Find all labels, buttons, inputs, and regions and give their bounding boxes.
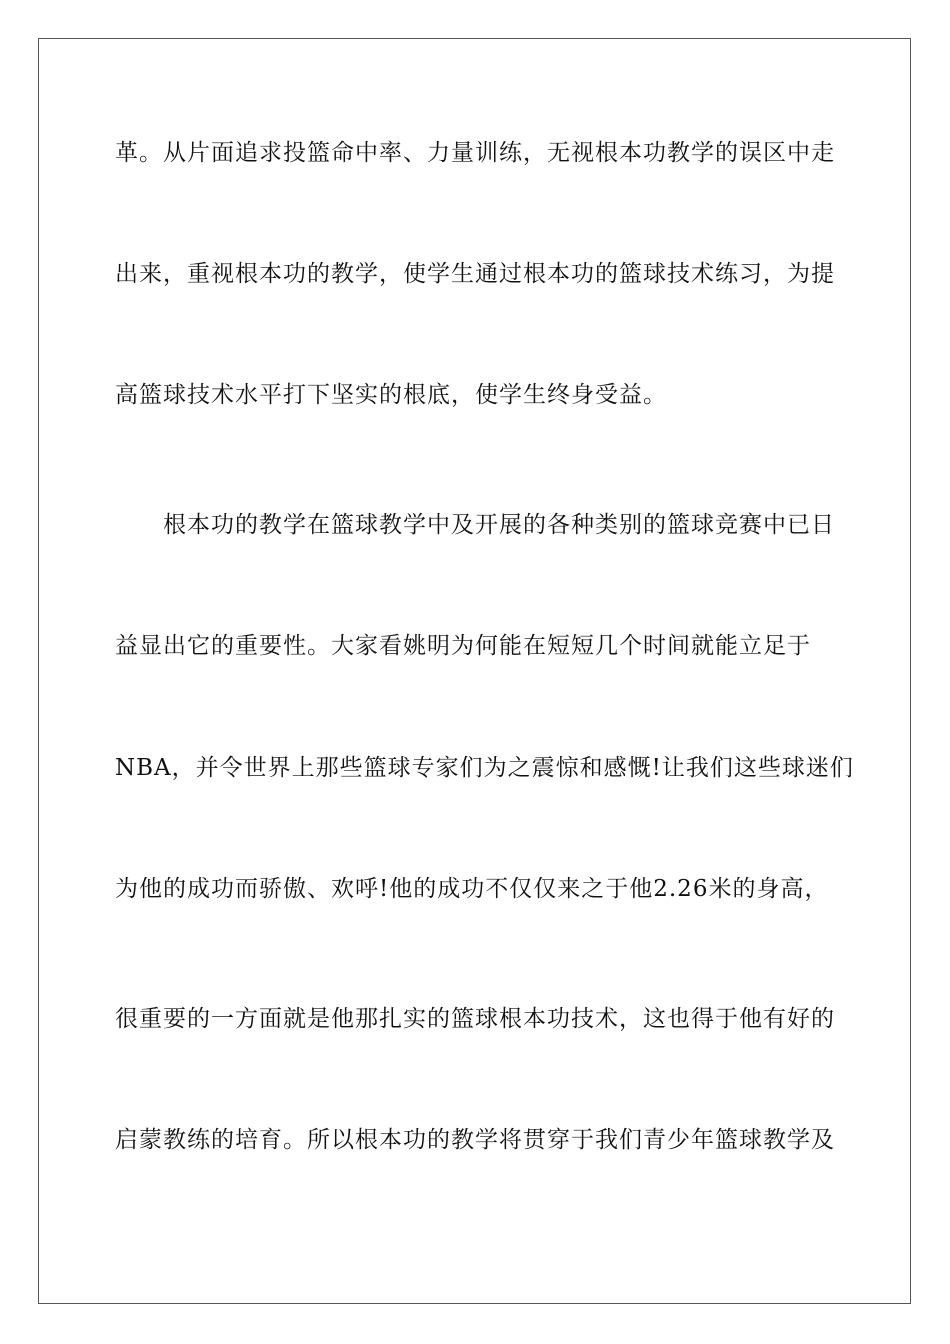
text-line-6: NBA，并令世界上那些篮球专家们为之震惊和感慨!让我们这些球迷们 [115,755,854,781]
text-line-8: 很重要的一方面就是他那扎实的篮球根本功技术，这也得于他有好的 [115,1006,835,1032]
text-line-3: 高篮球技术水平打下坚实的根底，使学生终身受益。 [115,382,667,408]
text-line-2: 出来，重视根本功的教学，使学生通过根本功的篮球技术练习，为提 [115,261,835,287]
text-line-7: 为他的成功而骄傲、欢呼!他的成功不仅仅来之于他2.26米的身高， [115,876,829,902]
text-line-9: 启蒙教练的培育。所以根本功的教学将贯穿于我们青少年篮球教学及 [115,1127,835,1153]
page-border [38,38,911,1304]
text-line-4-paragraph-start: 根本功的教学在篮球教学中及开展的各种类别的篮球竞赛中已日 [163,512,835,538]
text-line-5: 益显出它的重要性。大家看姚明为何能在短短几个时间就能立足于 [115,633,811,659]
text-line-1: 革。从片面追求投篮命中率、力量训练，无视根本功教学的误区中走 [115,140,835,166]
